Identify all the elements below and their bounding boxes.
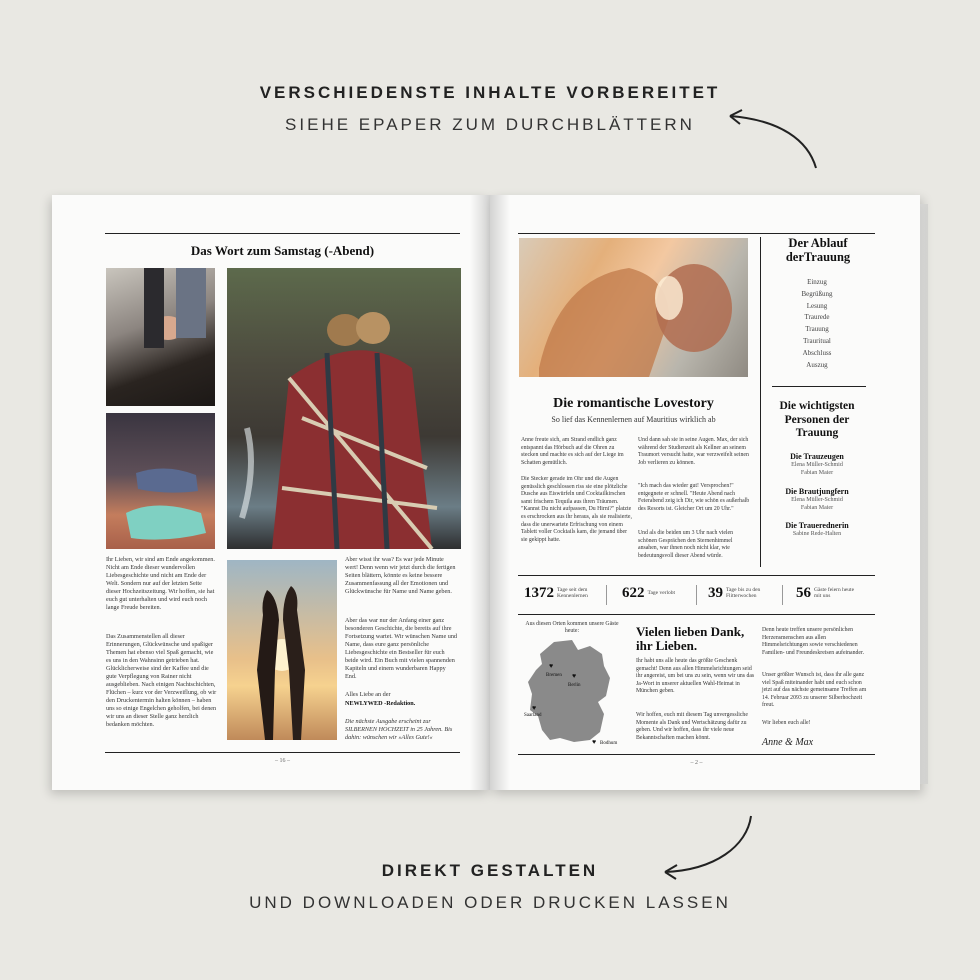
role-person: Fabian Maier — [800, 470, 834, 476]
map-city-label: Berlin — [568, 683, 581, 688]
ablauf-list — [768, 277, 866, 371]
caption-top-subtitle: SIEHE EPAPER ZUM DURCHBLÄTTERN — [285, 115, 695, 134]
map-city-label: Bodhum — [600, 741, 618, 746]
thanks-paragraph1: Ihr habt uns alle heute das größte Geschenk gemacht! Denn aus allen Himmelsrichtungen seid ihr angereist, um bei uns zu sein, wenn wir uns das Ja-Wort in unserer aktuellen Wahl-Heimat in München geben. — [636, 658, 755, 695]
stat-verlobt — [622, 584, 684, 602]
germany-map — [520, 636, 624, 750]
caption-top-title: VERSCHIEDENSTE INHALTE VORBEREITET — [259, 83, 721, 102]
ablauf-item: Lesung — [806, 301, 828, 310]
stat-flitterwochen — [708, 584, 770, 602]
signature: Anne & Max — [762, 737, 814, 748]
left-page-title: Das Wort zum Samstag (-Abend) — [190, 243, 375, 258]
story-col1-paragraph2: Die Stecker gerade im Ohr und die Augen genüsslich geschlossen riss sie eine plötzliche Dusche aus Eiswürfeln und Cocktailkirschen samt frischem Tequila aus ihren Träumen. "Kannst Du nicht aufpassen, Du Hirni?" platzte es erschrocken aus ihr heraus, als sie realisierte, dass die unerwartete Erfrischung von einem Tablett voller Cocktails kam, die jemand über sie gekippt hatte. — [521, 476, 632, 543]
left-page-number: – 16 – — [275, 758, 290, 764]
ablauf-item: Trauritual — [803, 336, 831, 345]
stat-label: Tage bis zu den Flitterwochen — [726, 586, 761, 600]
personen-title: Die wichtigsten Personen der Trauung — [779, 400, 855, 439]
role-name: Die Brautjungfern — [785, 487, 849, 496]
role-brautjungfern — [766, 487, 868, 512]
right-bottom-rule — [518, 754, 875, 755]
photo-holding-hands — [106, 268, 215, 406]
map-caption: Aus diesen Orten kommen unsere Gäste heute: — [525, 621, 619, 634]
lovestory-subtitle: So lief das Kennenlernen auf Mauritius wirklich ab — [551, 415, 716, 424]
ablauf-item: Trauung — [805, 325, 829, 334]
stat-label: Tage verlobt — [647, 590, 676, 597]
stat-kennenlernen — [524, 584, 603, 602]
role-trauerednerin — [766, 521, 868, 538]
map-city-label: Bremen — [546, 673, 562, 678]
stat-value: 39 — [708, 585, 723, 601]
photo-couple-blanket — [227, 268, 461, 549]
stat-divider — [782, 585, 783, 605]
photo-couple-forehead — [519, 238, 748, 377]
story-col2-paragraph3: Und als die beiden um 3 Uhr nach vielen schönen Gesprächen den Sternenhimmel ansahen, war ihnen noch nicht klar, wie bedeutungsvoll dieser Abend würde. — [638, 530, 733, 559]
right-column-divider — [760, 237, 761, 567]
thanks-paragraph3: Denn heute treffen unsere persönlichen Herzensmenschen aus allen Himmelsrichtungen sowie verschiedenen Familien- und Freundeskreisen aufeinander. — [762, 627, 865, 656]
left-col1-paragraph1: Ihr Lieben, wir sind am Ende angekommen. Nicht am Ende dieser wundervollen Liebesgeschichte und nicht am Ende der Welt. Sondern nur auf der letzten Seite dieser Hochzeitszeitung. Wir hoffen, sie hat euch gut unterhalten und wird euch noch lange Freude bereiten. — [106, 556, 215, 611]
stats-bottom-rule — [518, 614, 875, 615]
stat-divider — [606, 585, 607, 605]
heart-icon: ♥ — [532, 705, 537, 712]
ablauf-item: Traurede — [804, 313, 830, 322]
stat-value: 622 — [622, 585, 645, 601]
thanks-title: Vielen lieben Dank, ihr Lieben. — [636, 624, 745, 653]
caption-bottom-subtitle: UND DOWNLOADEN ODER DRUCKEN LASSEN — [249, 893, 731, 912]
ablauf-item: Einzug — [807, 278, 827, 286]
role-person: Elena Müller-Schmid — [791, 462, 843, 468]
left-col2-sign-name: NEWLYWED -Redaktion. — [345, 700, 416, 707]
ablauf-title: Der Ablauf derTrauung — [785, 236, 851, 264]
stats-top-rule — [518, 575, 875, 576]
caption-bottom-title: DIREKT GESTALTEN — [381, 861, 599, 880]
ablauf-rule — [772, 386, 866, 387]
right-top-rule — [518, 233, 875, 234]
role-person: Elena Müller-Schmid — [791, 497, 843, 503]
stat-label: Gäste feiern heute mit uns — [814, 586, 855, 600]
photo-couple-sunset — [227, 560, 337, 740]
thanks-paragraph4: Unser größter Wunsch ist, dass ihr alle ganz viel Spaß miteinander habt und euch schon jetzt auf das nächste gemeinsame Treffen am 14. Februar 2093 zu unserer Silberhochzeit freut. — [762, 672, 867, 709]
left-col2-paragraph2: Aber das war nur der Anfang einer ganz besonderen Geschichte, die bereits auf ihre Fortsetzung wartet. Wir wünschen Name und Name, dass eure ganz persönliche Liebesgeschichte ein Bestseller für euch beide wird. Ein Buch mit vielen spannenden Kapiteln und einem wunderbaren Happy End. — [345, 617, 458, 680]
left-col2-paragraph1: Aber wisst ihr was? Es war jede Minute wert! Denn wenn wir jetzt durch die fertigen Seiten blättern, könnte es keine bessere Zusammenfassung all der Emotionen und Glückwünsche für Name und Name geben. — [345, 556, 456, 595]
ablauf-item: Abschluss — [802, 348, 832, 357]
role-person: Sabine Rede-Halten — [792, 531, 842, 537]
lovestory-title: Die romantische Lovestory — [553, 396, 714, 411]
thanks-paragraph2: Wir hoffen, euch mit diesem Tag unvergessliche Momente als Dank und Wertschätzung dafür zu geben. Und wir hoffen, dass ihr viele neue Bekanntschaften machen könnt. — [636, 712, 748, 741]
story-col1-paragraph1: Anne freute sich, am Strand endlich ganz entspannt das Hörbuch auf die Ohren zu stecken und machte es sich auf der Liege im Schatten gemütlich. — [521, 437, 624, 466]
left-col2-sign-line: Alles Liebe an der — [345, 691, 391, 698]
heart-icon: ♥ — [549, 663, 554, 670]
map-city-label: Saarland — [524, 713, 542, 718]
stat-value: 56 — [796, 585, 811, 601]
left-col1-paragraph2: Das Zusammenstellen all dieser Erinnerungen, Glückwünsche und spaßiger Themen hat ebenso viel Spaß gemacht, wie es uns in den Wahnsinn getrieben hat. Glücklicherweise sind der Kaffee und die gute Verpflegung von Rainer nicht ausgeblieben. Nach einigen Nachtschichten, Flüchen – kurz vor der Verzweiflung, ob wir den Druckentermin halten können – haben uns so einige Engelchen geholfen, bei denen wir uns an dieser Stelle ganz herzlich bedanken möchten. — [106, 633, 217, 728]
ablauf-item: Begrüßung — [801, 289, 833, 298]
heart-icon: ♥ — [592, 739, 597, 746]
photo-sneakers — [106, 413, 215, 549]
heart-icon: ♥ — [572, 673, 577, 680]
thanks-paragraph5: Wir lieben euch alle! — [762, 720, 811, 726]
role-person: Fabian Maier — [800, 505, 834, 511]
right-page-number: – 2 – — [690, 760, 703, 766]
role-name: Die Trauzeugen — [790, 452, 844, 461]
left-col2-note: Die nächste Ausgabe erscheint zur SILBERNEN HOCHZEIT in 25 Jahren. Bis dahin: wünschen wir »Alles Gute!« — [345, 718, 453, 741]
role-name: Die Trauerednerin — [785, 521, 849, 530]
story-col2-paragraph1: Und dann sah sie in seine Augen. Max, der sich während der Studienzeit als Kellner an seinem Traumort versucht hatte, war verzweifelt seinen Job verlieren zu können. — [638, 437, 749, 466]
story-col2-paragraph2: "Ich mach das wieder gut! Versprochen!" entgegnete er schnell. "Heute Abend nach Feierabend zeig ich Dir, wie schön es außerhalb des Resorts ist. Gleicher Ort um 20 Uhr." — [638, 483, 750, 512]
stat-gaeste — [796, 584, 854, 602]
left-top-rule — [105, 233, 460, 234]
stat-divider — [696, 585, 697, 605]
ablauf-item: Auszug — [806, 360, 828, 369]
role-trauzeugen — [766, 452, 868, 477]
curved-arrow-top-icon — [720, 100, 830, 180]
stat-value: 1372 — [524, 585, 554, 601]
left-bottom-rule — [105, 752, 460, 753]
curved-arrow-bottom-icon — [655, 810, 765, 880]
stat-label: Tage seit dem Kennenlernen — [557, 586, 588, 600]
